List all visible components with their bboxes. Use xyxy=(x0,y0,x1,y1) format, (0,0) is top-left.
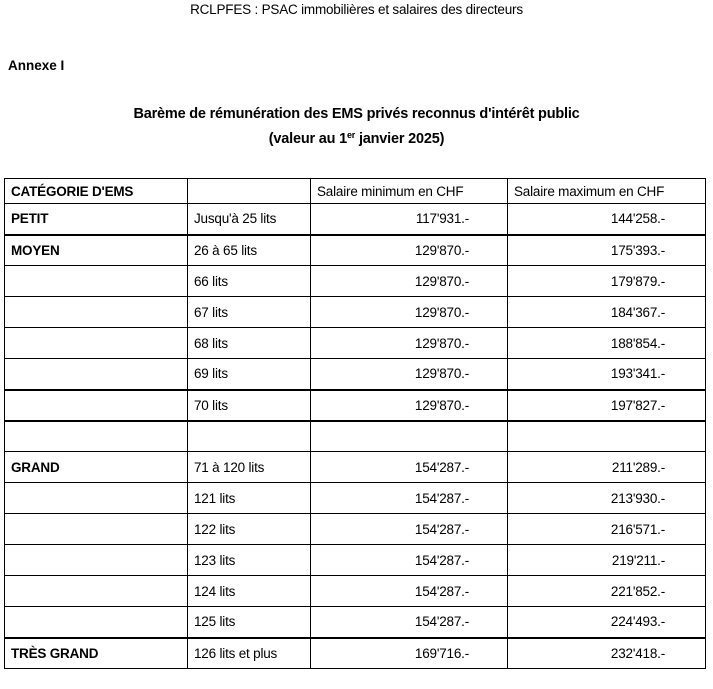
cell-category: MOYEN xyxy=(5,235,188,266)
table-row xyxy=(5,390,706,421)
annex-label: Annexe I xyxy=(8,58,65,73)
cell-beds: 26 à 65 lits xyxy=(188,235,311,266)
cell-category xyxy=(5,514,188,545)
cell-max-salary: 216'571.- xyxy=(508,514,706,545)
table-row xyxy=(5,328,706,359)
cell-min-salary: 129'870.- xyxy=(311,390,508,421)
cell-category xyxy=(5,576,188,607)
cell-max-salary: 221'852.- xyxy=(508,576,706,607)
cell-min-salary: 154'287.- xyxy=(311,483,508,514)
table-row xyxy=(5,359,706,390)
table-row xyxy=(5,576,706,607)
cell-category xyxy=(5,359,188,390)
cell-min-salary: 169'716.- xyxy=(311,638,508,669)
cell-beds: 121 lits xyxy=(188,483,311,514)
cell-max-salary: 232'418.- xyxy=(508,638,706,669)
cell-min-salary: 154'287.- xyxy=(311,452,508,483)
cell-max-salary: 197'827.- xyxy=(508,390,706,421)
document-title: Barème de rémunération des EMS privés reconnus d'intérêt public xyxy=(133,106,580,122)
cell-max-salary: 213'930.- xyxy=(508,483,706,514)
cell-beds: 123 lits xyxy=(188,545,311,576)
cell-min-salary: 129'870.- xyxy=(311,328,508,359)
cell-max-salary: 175'393.- xyxy=(508,235,706,266)
table-row xyxy=(5,483,706,514)
cell-category xyxy=(5,545,188,576)
cell-min-salary: 129'870.- xyxy=(311,266,508,297)
cell-category: PETIT xyxy=(5,204,188,235)
cell-beds: 122 lits xyxy=(188,514,311,545)
cell-beds: 68 lits xyxy=(188,328,311,359)
cell-beds: 126 lits et plus xyxy=(188,638,311,669)
cell-beds: 124 lits xyxy=(188,576,311,607)
cell-beds: 125 lits xyxy=(188,607,311,638)
document-subtitle xyxy=(0,131,713,147)
cell-min-salary: 154'287.- xyxy=(311,576,508,607)
cell-beds: 69 lits xyxy=(188,359,311,390)
cell-max-salary: 193'341.- xyxy=(508,359,706,390)
table-row xyxy=(5,514,706,545)
cell-beds xyxy=(188,421,311,452)
cell-max-salary: 179'879.- xyxy=(508,266,706,297)
cell-category xyxy=(5,297,188,328)
cell-min-salary: 154'287.- xyxy=(311,514,508,545)
subtitle-end: janvier 2025) xyxy=(355,131,445,147)
cell-category xyxy=(5,390,188,421)
header-min-salary: Salaire minimum en CHF xyxy=(311,179,508,204)
cell-category xyxy=(5,328,188,359)
salary-scale-table xyxy=(4,178,706,669)
cell-min-salary: 129'870.- xyxy=(311,359,508,390)
cell-beds: 71 à 120 lits xyxy=(188,452,311,483)
cell-min-salary: 129'870.- xyxy=(311,297,508,328)
table-row xyxy=(5,638,706,669)
cell-beds: 66 lits xyxy=(188,266,311,297)
table-row xyxy=(5,421,706,452)
cell-max-salary: 184'367.- xyxy=(508,297,706,328)
cell-category: TRÈS GRAND xyxy=(5,638,188,669)
table-row xyxy=(5,235,706,266)
cell-min-salary: 154'287.- xyxy=(311,607,508,638)
running-header: RCLPFES : PSAC immobilières et salaires des directeurs xyxy=(190,2,523,17)
cell-max-salary: 224'493.- xyxy=(508,607,706,638)
cell-min-salary xyxy=(311,421,508,452)
table-header-row xyxy=(5,179,706,204)
cell-category xyxy=(5,607,188,638)
cell-min-salary: 117'931.- xyxy=(311,204,508,235)
table-row xyxy=(5,607,706,638)
table-row xyxy=(5,545,706,576)
cell-beds: 67 lits xyxy=(188,297,311,328)
table-row xyxy=(5,297,706,328)
cell-category xyxy=(5,421,188,452)
table-row xyxy=(5,266,706,297)
cell-min-salary: 154'287.- xyxy=(311,545,508,576)
table-body xyxy=(5,179,706,669)
cell-min-salary: 129'870.- xyxy=(311,235,508,266)
cell-category xyxy=(5,266,188,297)
cell-beds: 70 lits xyxy=(188,390,311,421)
cell-max-salary: 219'211.- xyxy=(508,545,706,576)
table-row xyxy=(5,204,706,235)
cell-max-salary: 211'289.- xyxy=(508,452,706,483)
cell-beds: Jusqu'à 25 lits xyxy=(188,204,311,235)
cell-max-salary xyxy=(508,421,706,452)
header-max-salary: Salaire maximum en CHF xyxy=(508,179,706,204)
header-category: CATÉGORIE D'EMS xyxy=(5,179,188,204)
cell-category xyxy=(5,483,188,514)
cell-max-salary: 188'854.- xyxy=(508,328,706,359)
table-row xyxy=(5,452,706,483)
subtitle-superscript: er xyxy=(347,130,356,140)
cell-category: GRAND xyxy=(5,452,188,483)
subtitle-start: (valeur au 1 xyxy=(268,131,347,147)
cell-max-salary: 144'258.- xyxy=(508,204,706,235)
header-beds xyxy=(188,179,311,204)
